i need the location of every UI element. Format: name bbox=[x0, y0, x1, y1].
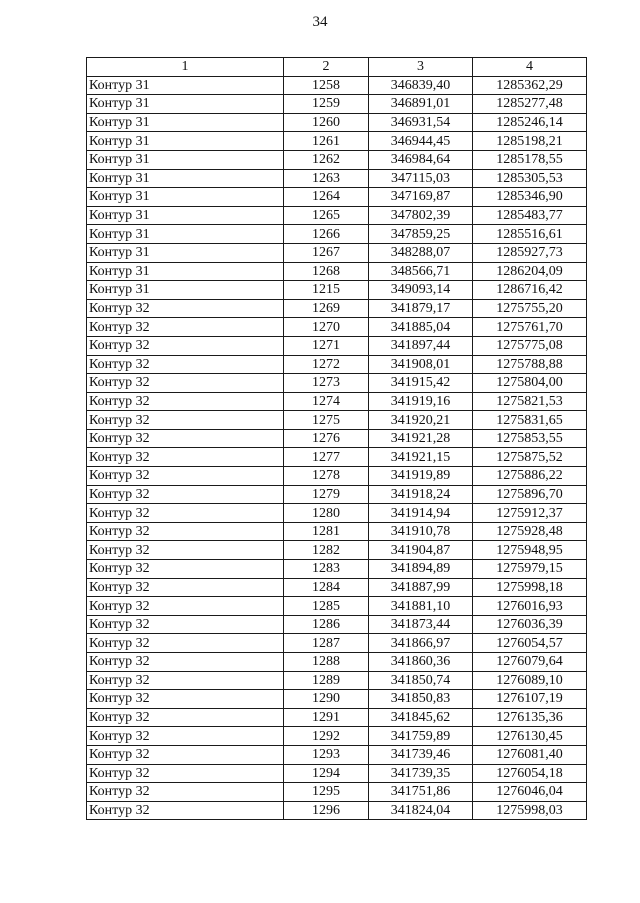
y-coordinate-cell: 1275928,48 bbox=[473, 522, 587, 541]
table-row bbox=[87, 411, 587, 430]
x-coordinate-cell: 341739,46 bbox=[369, 745, 473, 764]
contour-name-cell: Контур 32 bbox=[87, 522, 284, 541]
contour-name-cell: Контур 32 bbox=[87, 467, 284, 486]
y-coordinate-cell: 1276054,57 bbox=[473, 634, 587, 653]
x-coordinate-cell: 347115,03 bbox=[369, 169, 473, 188]
y-coordinate-cell: 1276054,18 bbox=[473, 764, 587, 783]
table-row bbox=[87, 578, 587, 597]
x-coordinate-cell: 341860,36 bbox=[369, 653, 473, 672]
page-number: 34 bbox=[312, 14, 328, 30]
x-coordinate-cell: 346984,64 bbox=[369, 150, 473, 169]
table-row bbox=[87, 132, 587, 151]
contour-name-cell: Контур 31 bbox=[87, 281, 284, 300]
table-row bbox=[87, 560, 587, 579]
x-coordinate-cell: 341919,89 bbox=[369, 467, 473, 486]
y-coordinate-cell: 1285305,53 bbox=[473, 169, 587, 188]
table-row bbox=[87, 783, 587, 802]
y-coordinate-cell: 1275853,55 bbox=[473, 429, 587, 448]
x-coordinate-cell: 347859,25 bbox=[369, 225, 473, 244]
table-row bbox=[87, 243, 587, 262]
table-row bbox=[87, 392, 587, 411]
point-number-cell: 1262 bbox=[284, 150, 369, 169]
contour-name-cell: Контур 31 bbox=[87, 150, 284, 169]
table-row bbox=[87, 448, 587, 467]
point-number-cell: 1259 bbox=[284, 95, 369, 114]
point-number-cell: 1296 bbox=[284, 801, 369, 820]
x-coordinate-cell: 341908,01 bbox=[369, 355, 473, 374]
contour-name-cell: Контур 32 bbox=[87, 560, 284, 579]
contour-name-cell: Контур 31 bbox=[87, 113, 284, 132]
y-coordinate-cell: 1275804,00 bbox=[473, 374, 587, 393]
table-row bbox=[87, 281, 587, 300]
point-number-cell: 1295 bbox=[284, 783, 369, 802]
contour-name-cell: Контур 32 bbox=[87, 727, 284, 746]
y-coordinate-cell: 1275912,37 bbox=[473, 504, 587, 523]
point-number-cell: 1267 bbox=[284, 243, 369, 262]
x-coordinate-cell: 348288,07 bbox=[369, 243, 473, 262]
x-coordinate-cell: 341850,74 bbox=[369, 671, 473, 690]
point-number-cell: 1289 bbox=[284, 671, 369, 690]
column-header-1: 1 bbox=[87, 58, 284, 77]
x-coordinate-cell: 346891,01 bbox=[369, 95, 473, 114]
y-coordinate-cell: 1276081,40 bbox=[473, 745, 587, 764]
contour-name-cell: Контур 31 bbox=[87, 95, 284, 114]
table-row bbox=[87, 169, 587, 188]
x-coordinate-cell: 346944,45 bbox=[369, 132, 473, 151]
y-coordinate-cell: 1275761,70 bbox=[473, 318, 587, 337]
point-number-cell: 1261 bbox=[284, 132, 369, 151]
x-coordinate-cell: 347169,87 bbox=[369, 188, 473, 207]
x-coordinate-cell: 341887,99 bbox=[369, 578, 473, 597]
table-row bbox=[87, 615, 587, 634]
x-coordinate-cell: 341921,28 bbox=[369, 429, 473, 448]
contour-name-cell: Контур 32 bbox=[87, 745, 284, 764]
y-coordinate-cell: 1276130,45 bbox=[473, 727, 587, 746]
table-header-row bbox=[87, 58, 587, 77]
contour-name-cell: Контур 32 bbox=[87, 355, 284, 374]
contour-name-cell: Контур 32 bbox=[87, 764, 284, 783]
x-coordinate-cell: 341879,17 bbox=[369, 299, 473, 318]
contour-name-cell: Контур 32 bbox=[87, 318, 284, 337]
y-coordinate-cell: 1276089,10 bbox=[473, 671, 587, 690]
table-row bbox=[87, 634, 587, 653]
y-coordinate-cell: 1275755,20 bbox=[473, 299, 587, 318]
contour-name-cell: Контур 32 bbox=[87, 671, 284, 690]
y-coordinate-cell: 1275948,95 bbox=[473, 541, 587, 560]
contour-name-cell: Контур 31 bbox=[87, 76, 284, 95]
point-number-cell: 1294 bbox=[284, 764, 369, 783]
table-row bbox=[87, 504, 587, 523]
contour-name-cell: Контур 32 bbox=[87, 597, 284, 616]
table-row bbox=[87, 671, 587, 690]
x-coordinate-cell: 341904,87 bbox=[369, 541, 473, 560]
table-row bbox=[87, 262, 587, 281]
point-number-cell: 1288 bbox=[284, 653, 369, 672]
point-number-cell: 1278 bbox=[284, 467, 369, 486]
point-number-cell: 1270 bbox=[284, 318, 369, 337]
table-row bbox=[87, 206, 587, 225]
table-row bbox=[87, 653, 587, 672]
table-row bbox=[87, 225, 587, 244]
contour-name-cell: Контур 32 bbox=[87, 374, 284, 393]
point-number-cell: 1273 bbox=[284, 374, 369, 393]
table-row bbox=[87, 801, 587, 820]
table-body bbox=[87, 76, 587, 820]
point-number-cell: 1281 bbox=[284, 522, 369, 541]
x-coordinate-cell: 346931,54 bbox=[369, 113, 473, 132]
y-coordinate-cell: 1285927,73 bbox=[473, 243, 587, 262]
x-coordinate-cell: 341919,16 bbox=[369, 392, 473, 411]
point-number-cell: 1264 bbox=[284, 188, 369, 207]
table-row bbox=[87, 467, 587, 486]
point-number-cell: 1286 bbox=[284, 615, 369, 634]
x-coordinate-cell: 341897,44 bbox=[369, 336, 473, 355]
point-number-cell: 1293 bbox=[284, 745, 369, 764]
contour-name-cell: Контур 32 bbox=[87, 448, 284, 467]
point-number-cell: 1269 bbox=[284, 299, 369, 318]
point-number-cell: 1263 bbox=[284, 169, 369, 188]
column-header-3: 3 bbox=[369, 58, 473, 77]
x-coordinate-cell: 341873,44 bbox=[369, 615, 473, 634]
point-number-cell: 1277 bbox=[284, 448, 369, 467]
x-coordinate-cell: 349093,14 bbox=[369, 281, 473, 300]
x-coordinate-cell: 348566,71 bbox=[369, 262, 473, 281]
contour-name-cell: Контур 31 bbox=[87, 225, 284, 244]
y-coordinate-cell: 1285198,21 bbox=[473, 132, 587, 151]
table-row bbox=[87, 150, 587, 169]
y-coordinate-cell: 1276036,39 bbox=[473, 615, 587, 634]
contour-name-cell: Контур 31 bbox=[87, 262, 284, 281]
contour-name-cell: Контур 32 bbox=[87, 690, 284, 709]
contour-name-cell: Контур 31 bbox=[87, 243, 284, 262]
contour-name-cell: Контур 32 bbox=[87, 634, 284, 653]
point-number-cell: 1268 bbox=[284, 262, 369, 281]
contour-name-cell: Контур 32 bbox=[87, 411, 284, 430]
point-number-cell: 1275 bbox=[284, 411, 369, 430]
point-number-cell: 1292 bbox=[284, 727, 369, 746]
table-row bbox=[87, 745, 587, 764]
table-row bbox=[87, 113, 587, 132]
x-coordinate-cell: 341918,24 bbox=[369, 485, 473, 504]
table-row bbox=[87, 188, 587, 207]
point-number-cell: 1291 bbox=[284, 708, 369, 727]
y-coordinate-cell: 1276046,04 bbox=[473, 783, 587, 802]
x-coordinate-cell: 341824,04 bbox=[369, 801, 473, 820]
y-coordinate-cell: 1275886,22 bbox=[473, 467, 587, 486]
contour-name-cell: Контур 32 bbox=[87, 615, 284, 634]
y-coordinate-cell: 1275998,18 bbox=[473, 578, 587, 597]
x-coordinate-cell: 341866,97 bbox=[369, 634, 473, 653]
x-coordinate-cell: 341850,83 bbox=[369, 690, 473, 709]
x-coordinate-cell: 341915,42 bbox=[369, 374, 473, 393]
contour-name-cell: Контур 31 bbox=[87, 206, 284, 225]
point-number-cell: 1283 bbox=[284, 560, 369, 579]
contour-name-cell: Контур 31 bbox=[87, 169, 284, 188]
point-number-cell: 1258 bbox=[284, 76, 369, 95]
point-number-cell: 1272 bbox=[284, 355, 369, 374]
contour-name-cell: Контур 32 bbox=[87, 578, 284, 597]
point-number-cell: 1266 bbox=[284, 225, 369, 244]
point-number-cell: 1265 bbox=[284, 206, 369, 225]
x-coordinate-cell: 341885,04 bbox=[369, 318, 473, 337]
x-coordinate-cell: 346839,40 bbox=[369, 76, 473, 95]
y-coordinate-cell: 1276135,36 bbox=[473, 708, 587, 727]
x-coordinate-cell: 341759,89 bbox=[369, 727, 473, 746]
y-coordinate-cell: 1275775,08 bbox=[473, 336, 587, 355]
table-row bbox=[87, 95, 587, 114]
x-coordinate-cell: 347802,39 bbox=[369, 206, 473, 225]
table-row bbox=[87, 485, 587, 504]
table-row bbox=[87, 355, 587, 374]
point-number-cell: 1279 bbox=[284, 485, 369, 504]
table-row bbox=[87, 708, 587, 727]
contour-name-cell: Контур 32 bbox=[87, 485, 284, 504]
point-number-cell: 1276 bbox=[284, 429, 369, 448]
point-number-cell: 1287 bbox=[284, 634, 369, 653]
table-row bbox=[87, 318, 587, 337]
table-row bbox=[87, 764, 587, 783]
column-header-2: 2 bbox=[284, 58, 369, 77]
table-row bbox=[87, 336, 587, 355]
contour-name-cell: Контур 32 bbox=[87, 783, 284, 802]
y-coordinate-cell: 1285483,77 bbox=[473, 206, 587, 225]
contour-name-cell: Контур 32 bbox=[87, 504, 284, 523]
point-number-cell: 1280 bbox=[284, 504, 369, 523]
table-row bbox=[87, 597, 587, 616]
x-coordinate-cell: 341845,62 bbox=[369, 708, 473, 727]
coordinates-table bbox=[86, 57, 587, 820]
y-coordinate-cell: 1285362,29 bbox=[473, 76, 587, 95]
y-coordinate-cell: 1276016,93 bbox=[473, 597, 587, 616]
point-number-cell: 1290 bbox=[284, 690, 369, 709]
contour-name-cell: Контур 32 bbox=[87, 429, 284, 448]
x-coordinate-cell: 341910,78 bbox=[369, 522, 473, 541]
y-coordinate-cell: 1275998,03 bbox=[473, 801, 587, 820]
table-row bbox=[87, 374, 587, 393]
y-coordinate-cell: 1275896,70 bbox=[473, 485, 587, 504]
point-number-cell: 1260 bbox=[284, 113, 369, 132]
y-coordinate-cell: 1275821,53 bbox=[473, 392, 587, 411]
table-row bbox=[87, 690, 587, 709]
x-coordinate-cell: 341914,94 bbox=[369, 504, 473, 523]
contour-name-cell: Контур 32 bbox=[87, 708, 284, 727]
contour-name-cell: Контур 32 bbox=[87, 653, 284, 672]
y-coordinate-cell: 1275979,15 bbox=[473, 560, 587, 579]
y-coordinate-cell: 1275875,52 bbox=[473, 448, 587, 467]
y-coordinate-cell: 1285178,55 bbox=[473, 150, 587, 169]
table-row bbox=[87, 522, 587, 541]
x-coordinate-cell: 341751,86 bbox=[369, 783, 473, 802]
y-coordinate-cell: 1276079,64 bbox=[473, 653, 587, 672]
point-number-cell: 1274 bbox=[284, 392, 369, 411]
y-coordinate-cell: 1286204,09 bbox=[473, 262, 587, 281]
contour-name-cell: Контур 32 bbox=[87, 336, 284, 355]
y-coordinate-cell: 1276107,19 bbox=[473, 690, 587, 709]
point-number-cell: 1284 bbox=[284, 578, 369, 597]
y-coordinate-cell: 1275788,88 bbox=[473, 355, 587, 374]
y-coordinate-cell: 1285246,14 bbox=[473, 113, 587, 132]
y-coordinate-cell: 1285346,90 bbox=[473, 188, 587, 207]
contour-name-cell: Контур 32 bbox=[87, 541, 284, 560]
table-row bbox=[87, 727, 587, 746]
column-header-4: 4 bbox=[473, 58, 587, 77]
table-row bbox=[87, 541, 587, 560]
point-number-cell: 1285 bbox=[284, 597, 369, 616]
point-number-cell: 1282 bbox=[284, 541, 369, 560]
contour-name-cell: Контур 31 bbox=[87, 188, 284, 207]
y-coordinate-cell: 1285277,48 bbox=[473, 95, 587, 114]
table-row bbox=[87, 76, 587, 95]
x-coordinate-cell: 341739,35 bbox=[369, 764, 473, 783]
x-coordinate-cell: 341894,89 bbox=[369, 560, 473, 579]
contour-name-cell: Контур 32 bbox=[87, 392, 284, 411]
x-coordinate-cell: 341920,21 bbox=[369, 411, 473, 430]
contour-name-cell: Контур 32 bbox=[87, 801, 284, 820]
y-coordinate-cell: 1275831,65 bbox=[473, 411, 587, 430]
point-number-cell: 1215 bbox=[284, 281, 369, 300]
y-coordinate-cell: 1286716,42 bbox=[473, 281, 587, 300]
table-row bbox=[87, 299, 587, 318]
x-coordinate-cell: 341921,15 bbox=[369, 448, 473, 467]
x-coordinate-cell: 341881,10 bbox=[369, 597, 473, 616]
y-coordinate-cell: 1285516,61 bbox=[473, 225, 587, 244]
point-number-cell: 1271 bbox=[284, 336, 369, 355]
contour-name-cell: Контур 31 bbox=[87, 132, 284, 151]
table-row bbox=[87, 429, 587, 448]
contour-name-cell: Контур 32 bbox=[87, 299, 284, 318]
